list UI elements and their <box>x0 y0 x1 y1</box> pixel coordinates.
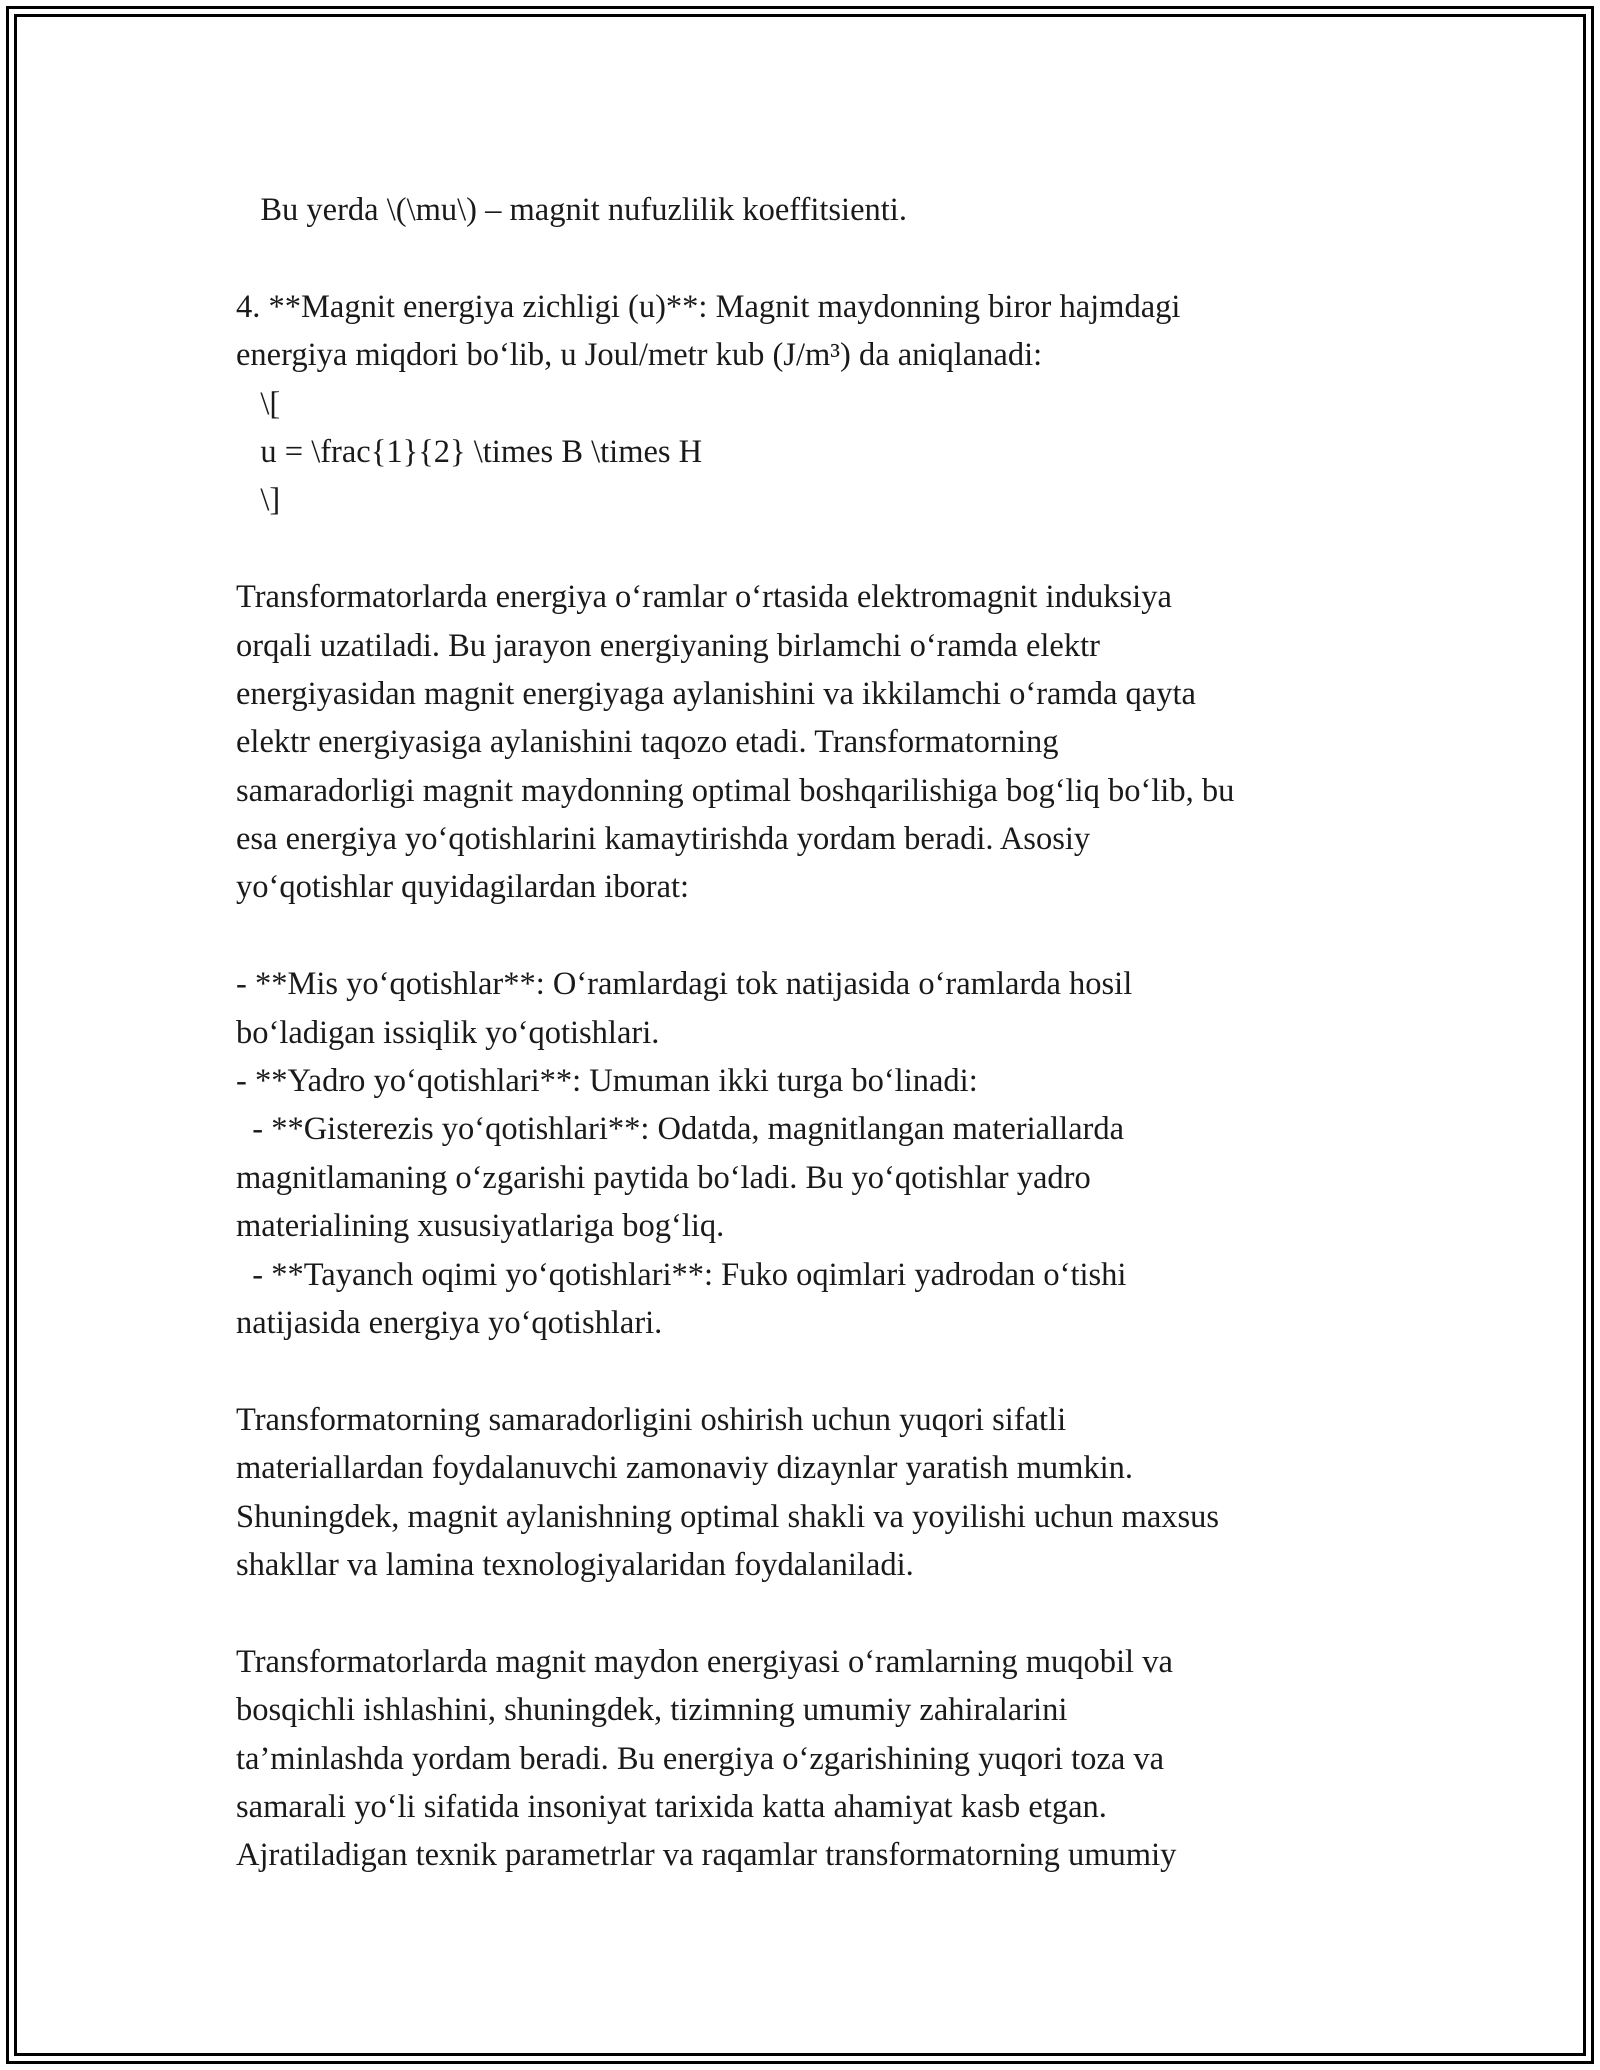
list-item-line: - **Tayanch oqimi yo‘qotishlari**: Fuko oqimlari yadrodan o‘tishi <box>236 1256 1127 1293</box>
text-line: 4. **Magnit energiya zichligi (u)**: Magnit maydonning biror hajmdagi <box>236 288 1181 325</box>
blank-line <box>236 912 1386 960</box>
formula-line: \[ <box>236 385 281 422</box>
text-line: samarali yo‘li sifatida insoniyat tarixida katta ahamiyat kasb etgan. <box>236 1788 1107 1825</box>
text-line: esa energiya yo‘qotishlarini kamaytirishda yordam beradi. Asosiy <box>236 821 1091 858</box>
formula-line: \] <box>236 482 281 519</box>
text-line: elektr energiyasiga aylanishini taqozo etadi. Transformatorning <box>236 724 1059 761</box>
text-line: energiya miqdori bo‘lib, u Joul/metr kub (J/m³) da aniqlanadi: <box>236 337 1043 374</box>
text-line: Transformatorlarda magnit maydon energiyasi o‘ramlarning muqobil va <box>236 1643 1173 1680</box>
text-line: orqali uzatiladi. Bu jarayon energiyaning birlamchi o‘ramda elektr <box>236 627 1100 664</box>
list-item-line: bo‘ladigan issiqlik yo‘qotishlari. <box>236 1014 660 1051</box>
list-item-line: natijasida energiya yo‘qotishlari. <box>236 1304 663 1341</box>
list-item-line: magnitlamaning o‘zgarishi paytida bo‘ladi. Bu yo‘qotishlar yadro <box>236 1159 1091 1196</box>
text-line: bosqichli ishlashini, shuningdek, tizimning umumiy zahiralarini <box>236 1692 1068 1729</box>
text-line: shakllar va lamina texnologiyalaridan foydalaniladi. <box>236 1546 914 1583</box>
blank-line <box>236 525 1386 573</box>
text-line: Shuningdek, magnit aylanishning optimal shakli va yoyilishi uchun maxsus <box>236 1498 1220 1535</box>
blank-line <box>236 234 1386 282</box>
list-item-line: - **Mis yo‘qotishlar**: O‘ramlardagi tok natijasida o‘ramlarda hosil <box>236 966 1133 1003</box>
text-line: ta’minlashda yordam beradi. Bu energiya o‘zgarishining yuqori toza va <box>236 1740 1165 1777</box>
text-line: yo‘qotishlar quyidagilardan iborat: <box>236 869 690 906</box>
formula-line: u = \frac{1}{2} \times B \times H <box>236 433 703 470</box>
list-item-line: materialining xususiyatlariga bog‘liq. <box>236 1208 725 1245</box>
text-line: samaradorligi magnit maydonning optimal boshqarilishiga bog‘liq bo‘lib, bu <box>236 772 1235 809</box>
text-line: Transformatorlarda energiya o‘ramlar o‘rtasida elektromagnit induksiya <box>236 579 1172 616</box>
list-item-line: - **Yadro yo‘qotishlari**: Umuman ikki turga bo‘linadi: <box>236 1063 978 1100</box>
text-line: Bu yerda \(\mu\) – magnit nufuzlilik koeffitsienti. <box>236 192 907 228</box>
text-line: materiallardan foydalanuvchi zamonaviy dizaynlar yaratish mumkin. <box>236 1450 1134 1487</box>
blank-line <box>236 1589 1386 1637</box>
text-line: Transformatorning samaradorligini oshirish uchun yuqori sifatli <box>236 1401 1067 1438</box>
blank-line <box>236 1347 1386 1395</box>
text-line: Ajratiladigan texnik parametrlar va raqamlar transformatorning umumiy <box>236 1837 1177 1874</box>
document-body <box>236 186 1386 1880</box>
text-line: energiyasidan magnit energiyaga aylanishini va ikkilamchi o‘ramda qayta <box>236 675 1196 712</box>
list-item-line: - **Gisterezis yo‘qotishlari**: Odatda, magnitlangan materiallarda <box>236 1111 1125 1148</box>
